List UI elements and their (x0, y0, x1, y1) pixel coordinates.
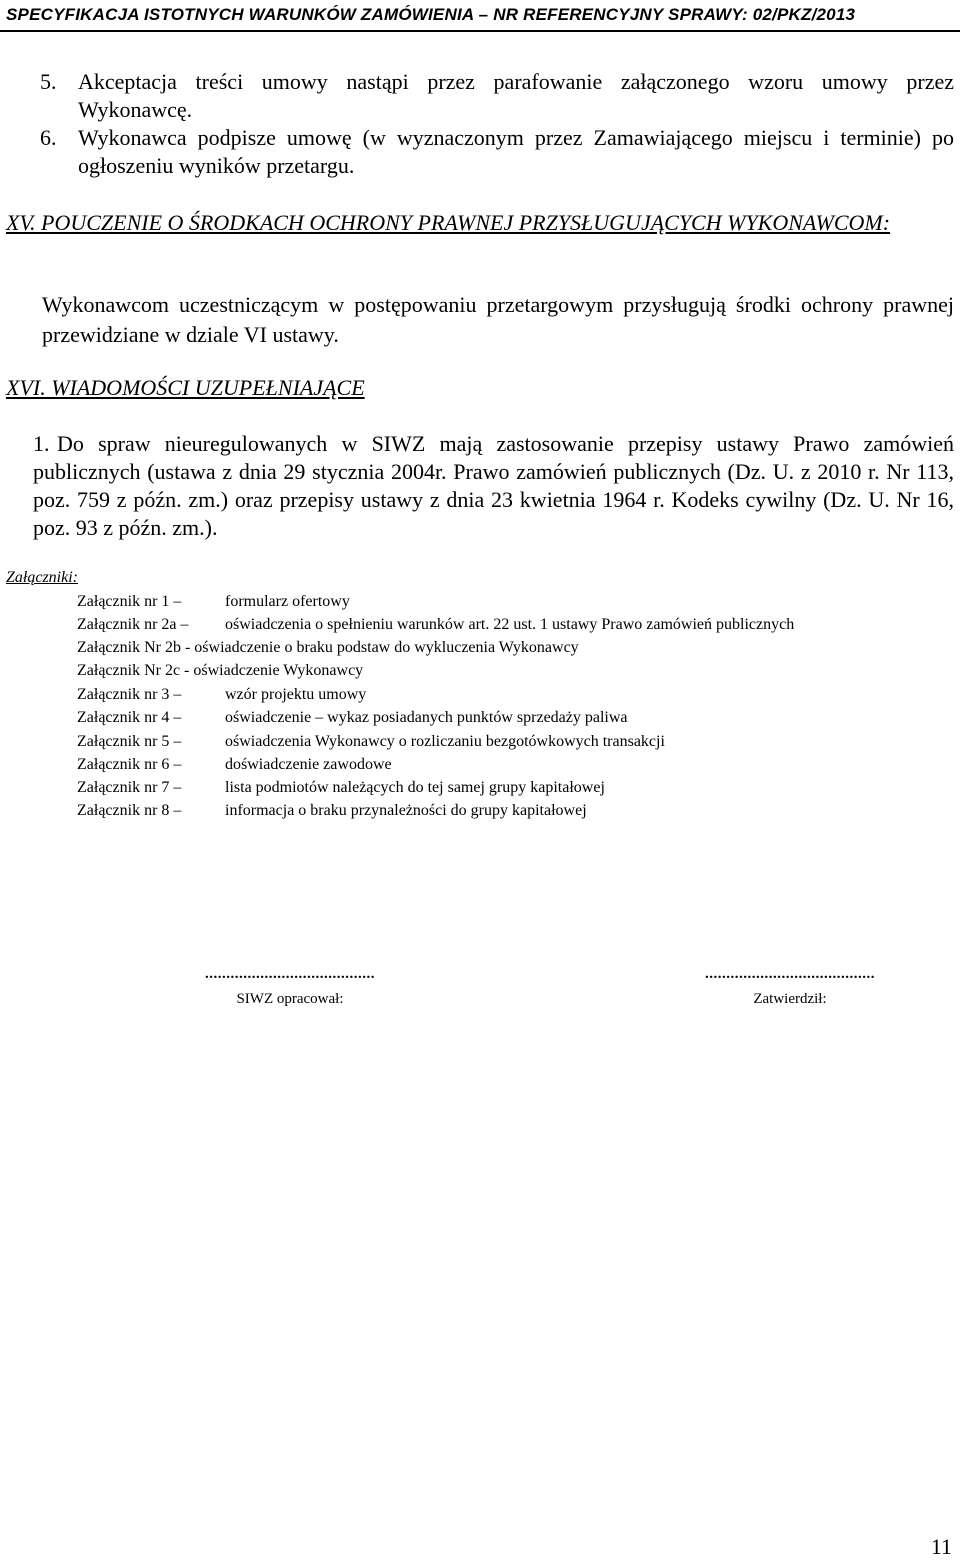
list-number: 1. (33, 431, 50, 456)
attachment-name: Załącznik nr 8 – (77, 802, 182, 819)
attachment-desc: doświadczenie zawodowe (225, 756, 392, 773)
section-heading: XVI. WIADOMOŚCI UZUPEŁNIAJĄCE (6, 375, 365, 400)
attachment-name: Załącznik Nr 2b - (77, 639, 191, 656)
header-divider (0, 30, 960, 32)
attachment-row (77, 708, 628, 728)
attachment-desc: informacja o braku przynależności do grupy kapitałowej (225, 802, 587, 819)
attachment-name: Załącznik nr 5 – (77, 733, 182, 750)
list-text: Do spraw nieuregulowanych w SIWZ mają zastosowanie przepisy ustawy Prawo zamówień publicznych (ustawa z dnia 29 stycznia 2004r. Prawo zamówień publicznych (Dz. U. z 2010 r. Nr 113, poz. 759 z późn. zm.) oraz przepisy ustawy z dnia 23 kwietnia 1964 r. Kodeks cywilny (Dz. U. Nr 16, poz. 93 z późn. zm.). (33, 431, 954, 540)
attachment-row (77, 732, 665, 752)
attachment-desc: oświadczenie – wykaz posiadanych punktów sprzedaży paliwa (225, 709, 628, 726)
attachment-desc: oświadczenie Wykonawcy (193, 662, 364, 679)
attachment-desc: oświadczenia Wykonawcy o rozliczaniu bezgotówkowych transakcji (225, 733, 665, 750)
signature-right (640, 966, 940, 1008)
list-item (0, 430, 954, 542)
list-item (0, 124, 954, 180)
list-text: Wykonawca podpisze umowę (w wyznaczonym przez Zamawiającego miejscu i terminie) po ogłoszeniu wyników przetargu. (78, 125, 954, 178)
attachment-desc: formularz ofertowy (225, 593, 350, 610)
attachment-row (77, 755, 392, 775)
attachment-row (77, 638, 579, 658)
signature-label: Zatwierdził: (753, 991, 827, 1007)
list-text: Akceptacja treści umowy nastąpi przez parafowanie załączonego wzoru umowy przez Wykonawcę. (78, 69, 954, 122)
section-body: Wykonawcom uczestniczącym w postępowaniu przetargowym przysługują środki ochrony prawnej przewidziane w dziale VI ustawy. (42, 292, 954, 347)
list-number: 6. (40, 125, 57, 150)
signature-line: ........................................ (205, 966, 375, 982)
attachment-name: Załącznik nr 3 – (77, 686, 182, 703)
attachment-name: Załącznik nr 6 – (77, 756, 182, 773)
attachment-row (77, 615, 794, 635)
signature-left (140, 966, 440, 1008)
attachment-name: Załącznik nr 7 – (77, 779, 182, 796)
attachment-row (77, 778, 605, 798)
attachment-desc: lista podmiotów należących do tej samej grupy kapitałowej (225, 779, 605, 796)
section-heading: XV. POUCZENIE O ŚRODKACH OCHRONY PRAWNEJ PRZYSŁUGUJĄCYCH WYKONAWCOM: (6, 210, 891, 235)
attachment-row (77, 661, 363, 681)
list-number: 5. (40, 69, 57, 94)
attachment-name: Załącznik Nr 2c - (77, 662, 190, 679)
attachments-label: Załączniki: (6, 569, 78, 586)
attachment-name: Załącznik nr 2a – (77, 616, 189, 633)
attachment-name: Załącznik nr 4 – (77, 709, 182, 726)
attachment-row (77, 685, 366, 705)
attachment-row (77, 801, 587, 821)
signature-line: ........................................ (705, 966, 875, 982)
list-item (0, 68, 954, 124)
header-title: SPECYFIKACJA ISTOTNYCH WARUNKÓW ZAMÓWIENIA – NR REFERENCYJNY SPRAWY: 02/PKZ/2013 (6, 5, 856, 24)
attachment-desc: oświadczenia o spełnieniu warunków art. 22 ust. 1 ustawy Prawo zamówień publicznych (225, 616, 795, 633)
signature-label: SIWZ opracował: (236, 991, 344, 1007)
attachment-desc: wzór projektu umowy (225, 686, 367, 703)
page-number: 11 (930, 1534, 952, 1559)
attachment-desc: oświadczenie o braku podstaw do wykluczenia Wykonawcy (194, 639, 579, 656)
attachment-name: Załącznik nr 1 – (77, 593, 182, 610)
attachment-row (77, 592, 350, 612)
